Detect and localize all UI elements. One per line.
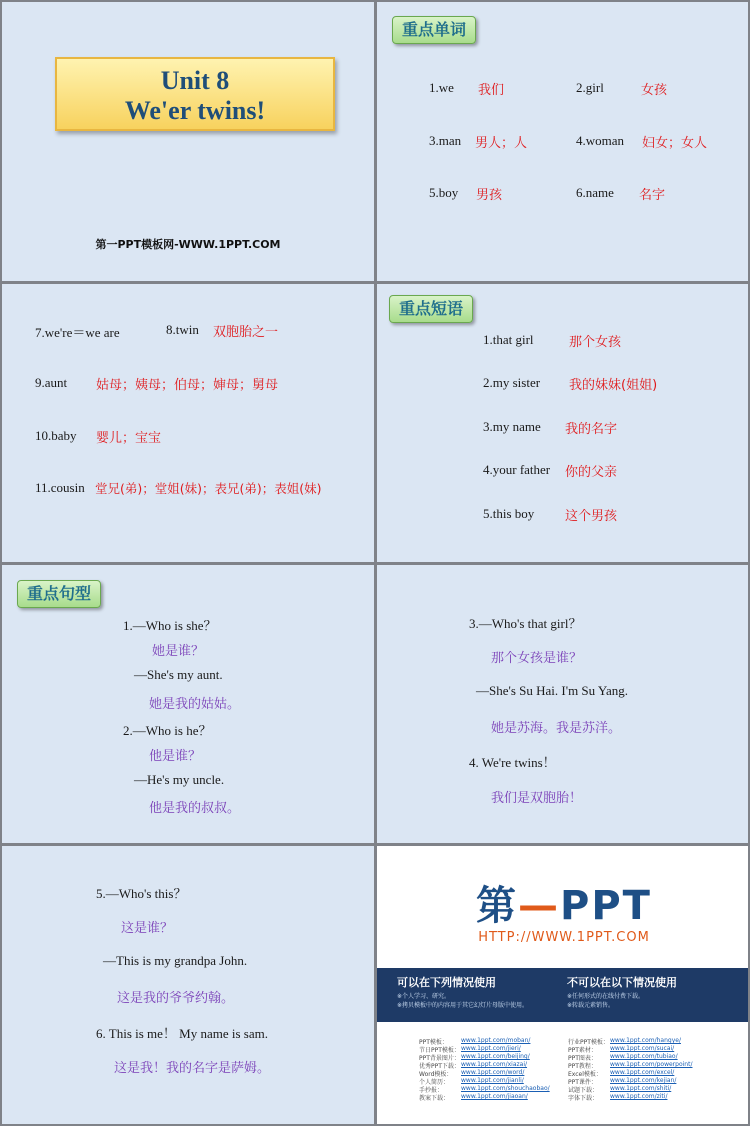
word-en: 10.baby — [35, 428, 77, 443]
link[interactable]: www.1ppt.com/sucai/ — [610, 1045, 675, 1052]
phrase-zh: 你的父亲 — [565, 465, 618, 480]
phrase-zh: 这个男孩 — [565, 509, 618, 524]
phrase-zh: 我的名字 — [565, 422, 618, 437]
can-use-title: 可以在下列情况使用 — [397, 976, 496, 989]
sentence-zh: 这是我的爷爷约翰。 — [117, 991, 235, 1006]
slide-key-words — [377, 2, 748, 281]
link-label: Word模板： — [419, 1071, 453, 1078]
phrase-en: 2.my sister — [483, 375, 541, 390]
sentence-en: 3.—Who's that girl？ — [469, 616, 582, 631]
sentence-en: 1.—Who is she？ — [123, 618, 217, 633]
link[interactable]: www.1ppt.com/jianli/ — [461, 1077, 524, 1084]
sentence-en: —She's my aunt. — [134, 667, 223, 682]
link-label: 手抄报： — [419, 1087, 444, 1094]
word-en: 5.boy — [429, 185, 459, 200]
link-label: 优秀PPT下载： — [419, 1063, 460, 1070]
title-text: We'er twins! — [124, 96, 266, 125]
watermark: 第一PPT模板网-WWW.1PPT.COM — [95, 238, 281, 251]
link-label: 教案下载： — [419, 1095, 450, 1102]
link[interactable]: www.1ppt.com/word/ — [461, 1069, 525, 1076]
link-label: 节日PPT模板： — [419, 1047, 460, 1054]
link-label: 个人简历： — [419, 1079, 450, 1086]
word-zh: 堂兄(弟)；堂姐(妹)；表兄(弟)；表姐(妹) — [95, 481, 322, 496]
word-zh: 男人；人 — [475, 136, 528, 151]
phrase-en: 5.this boy — [483, 506, 535, 521]
can-use-item: ※个人学习、研究。 — [397, 993, 451, 1000]
cannot-use-item: ※任何形式的在线付费下载。 — [567, 993, 645, 1000]
cannot-use-title: 不可以在以下情况使用 — [567, 976, 677, 989]
link-label: PPT图表： — [568, 1055, 597, 1062]
link-label: PPT模板： — [419, 1039, 448, 1046]
slide-ad — [377, 846, 748, 1124]
sentence-en: 6. This is me！ My name is sam. — [96, 1026, 269, 1041]
phrase-zh: 那个女孩 — [569, 335, 622, 350]
word-en: 4.woman — [576, 133, 625, 148]
phrase-zh: 我的妹妹(姐姐) — [569, 378, 658, 393]
link[interactable]: www.1ppt.com/xiazai/ — [461, 1061, 528, 1068]
link[interactable]: www.1ppt.com/shouchaobao/ — [461, 1085, 550, 1092]
link[interactable]: www.1ppt.com/excel/ — [610, 1069, 675, 1076]
sentence-zh: 那个女孩是谁？ — [491, 651, 583, 666]
sentence-zh: 她是我的姑姑。 — [149, 697, 241, 712]
sentence-zh: 我们是双胞胎！ — [491, 791, 583, 806]
word-zh: 男孩 — [476, 188, 503, 203]
ppt-logo — [377, 882, 748, 945]
word-en: 7.we're＝we are — [35, 325, 120, 340]
sentence-zh: 她是谁？ — [152, 644, 205, 659]
title-unit: Unit 8 — [160, 66, 230, 95]
link[interactable]: www.1ppt.com/ziti/ — [610, 1093, 668, 1100]
link[interactable]: www.1ppt.com/moban/ — [461, 1037, 531, 1044]
slide-key-phrases — [377, 284, 748, 562]
key-words-tag: 重点单词 — [392, 16, 476, 44]
logo-ppt: PPT — [560, 883, 652, 929]
sentence-zh: 这是我！我的名字是萨姆。 — [114, 1061, 271, 1076]
slide-title — [2, 2, 374, 281]
sentence-zh: 他是谁？ — [149, 749, 202, 764]
phrase-en: 3.my name — [483, 419, 541, 434]
link-label: PPT背景图片： — [419, 1055, 460, 1062]
link-label: PPT素材： — [568, 1047, 597, 1054]
link-label: PPT课件： — [568, 1079, 597, 1086]
can-use-item: ※拷贝模板中的内容用于其它幻灯片母版中使用。 — [397, 1002, 529, 1009]
sentence-en: —He's my uncle. — [134, 772, 225, 787]
logo-url: HTTP://WWW.1PPT.COM — [478, 930, 650, 945]
phrase-en: 1.that girl — [483, 332, 534, 347]
word-en: 2.girl — [576, 80, 604, 95]
word-en: 9.aunt — [35, 375, 68, 390]
word-zh: 名字 — [639, 188, 666, 203]
sentence-en: —This is my grandpa John. — [103, 953, 248, 968]
link[interactable]: www.1ppt.com/hangye/ — [610, 1037, 681, 1044]
word-en: 6.name — [576, 185, 614, 200]
word-zh: 女孩 — [641, 83, 668, 98]
sentence-en: 5.—Who's this？ — [96, 886, 187, 901]
sentence-en: 2.—Who is he？ — [123, 723, 212, 738]
sentence-en: —She's Su Hai. I'm Su Yang. — [476, 683, 629, 698]
slide-key-sentences — [2, 565, 374, 843]
word-zh: 双胞胎之一 — [213, 325, 279, 340]
word-zh: 妇女；女人 — [642, 136, 708, 151]
logo-char: 第 — [476, 883, 519, 929]
link[interactable]: www.1ppt.com/beijing/ — [461, 1053, 530, 1060]
cannot-use-item: ※转载元素销售。 — [567, 1002, 615, 1009]
link-label: 试题下载： — [568, 1087, 599, 1094]
sentence-zh: 她是苏海。我是苏洋。 — [491, 721, 622, 736]
link[interactable]: www.1ppt.com/shiti/ — [610, 1085, 672, 1092]
word-zh: 我们 — [478, 83, 505, 98]
key-phrases-tag: 重点短语 — [389, 295, 473, 323]
word-en: 11.cousin — [35, 480, 85, 495]
sentence-en: 4. We're twins！ — [469, 755, 556, 770]
slide-key-words-2 — [2, 284, 374, 562]
word-en: 8.twin — [166, 322, 199, 337]
slide-sentences-3 — [2, 846, 374, 1124]
key-sentences-tag: 重点句型 — [17, 580, 101, 608]
phrase-en: 4.your father — [483, 462, 551, 477]
title-box — [55, 57, 335, 131]
word-zh: 姑母；姨母；伯母；婶母；舅母 — [96, 378, 279, 393]
word-zh: 婴儿；宝宝 — [96, 431, 162, 446]
link[interactable]: www.1ppt.com/tubiao/ — [610, 1053, 678, 1060]
usage-band — [377, 968, 748, 1022]
link[interactable]: www.1ppt.com/jieri/ — [461, 1045, 521, 1052]
link-label: 行业PPT模板： — [568, 1039, 609, 1046]
link[interactable]: www.1ppt.com/kejian/ — [610, 1077, 677, 1084]
link[interactable]: www.1ppt.com/powerpoint/ — [610, 1061, 693, 1068]
slide-sentences-2 — [377, 565, 748, 843]
link-label: 字体下载： — [568, 1095, 599, 1102]
word-en: 1.we — [429, 80, 454, 95]
sentence-zh: 他是我的叔叔。 — [149, 801, 241, 816]
link[interactable]: www.1ppt.com/jiaoan/ — [461, 1093, 528, 1100]
link-label: Excel模板： — [568, 1071, 602, 1078]
word-en: 3.man — [429, 133, 462, 148]
sentence-zh: 这是谁？ — [121, 921, 174, 936]
link-label: PPT教程： — [568, 1063, 597, 1070]
logo-dash-icon: — — [518, 883, 561, 929]
